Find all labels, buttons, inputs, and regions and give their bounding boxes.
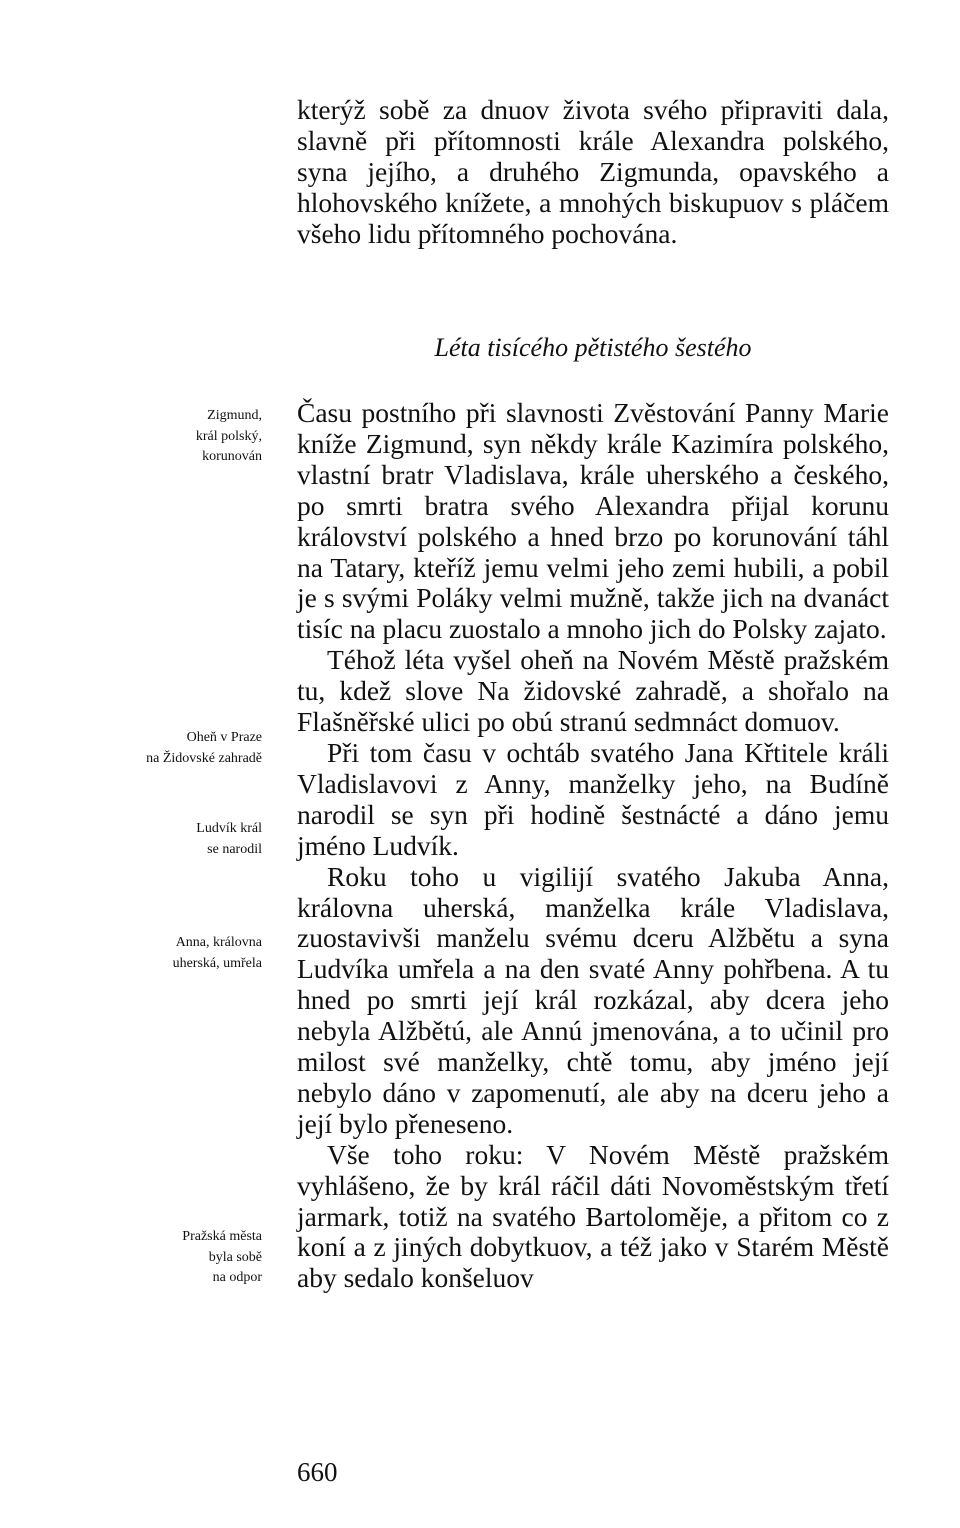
- body-text: [297, 398, 889, 1294]
- paragraph-zigmund: Času postního při slavnosti Zvěstování Panny Marie kníže Zigmund, syn někdy krále Kazimíra polského, vlastní bratr Vladislava, krále uherského a českého, po smrti bratra svého Alexandra přijal korunu království polského a hned brzo po korunování táhl na Tatary, kteříž jemu velmi jeho zemi hubili, a pobil je s svými Poláky velmi mužně, takže jich na dvanáct tisíc na placu zuostalo a mnoho jich do Polsky zajato.: [297, 397, 889, 645]
- margin-note-line: Ludvík král: [196, 821, 262, 836]
- margin-note-line: se narodil: [207, 841, 262, 857]
- margin-note-line: král polský,: [195, 428, 262, 444]
- margin-note-line: korunován: [202, 449, 262, 464]
- margin-note-line: Oheň v Praze: [186, 730, 262, 745]
- section-heading: Léta tisícého pětistého šestého: [434, 333, 752, 362]
- margin-note-ludvik: [92, 819, 262, 860]
- margin-note-line: Anna, královna: [175, 935, 262, 950]
- paragraph-fire: Téhož léta vyšel oheň na Novém Městě pražském tu, kdež slove Na židovské zahradě, a shořalo na Flašněřské ulici po obú stranú sedmnáct domuov.: [297, 644, 889, 738]
- margin-note-line: uherská, umřela: [172, 955, 262, 971]
- margin-note-zigmund: [92, 406, 262, 468]
- paragraph-ludvik: Při tom času v ochtáb svatého Jana Křtitele králi Vladislavovi z Anny, manželky jeho, na Budíně narodil se syn při hodině šestnácté a dáno jemu jméno Ludvík.: [297, 736, 889, 861]
- opening-paragraph: kterýž sobě za dnuov života svého připraviti dala, slavně při přítomnosti krále Alexandra polského, syna jejího, a druhého Zigmunda, opavského a hlohovského knížete, a mnohých biskupuov s pláčem všeho lidu přítomného pochována.: [297, 94, 889, 249]
- opening-paragraph-block: [297, 95, 889, 250]
- margin-note-line: byla sobě: [208, 1249, 262, 1265]
- margin-note-line: na odpor: [212, 1270, 262, 1285]
- margin-note-anna: [92, 933, 262, 974]
- paragraph-anna: Roku toho u vigilijí svatého Jakuba Anna, královna uherská, manželka krále Vladislava, zuostavivši manželu svému dceru Alžbětu a syna Ludvíka umřela a na den svaté Anny pohřbena. A tu hned po smrti její král rozkázal, aby dcera jeho nebyla Alžbětú, ale Annú jmenována, a to učinil pro milost své manželky, chtě tomu, aby jméno její nebylo dáno v zapomenutí, ale aby na dceru jeho a její bylo přeneseno.: [297, 860, 889, 1139]
- margin-note-line: Zigmund,: [207, 408, 262, 423]
- paragraph-prague-towns: Vše toho roku: V Novém Městě pražském vyhlášeno, že by král ráčil dáti Novoměstským třetí jarmark, totiž na svatého Bartoloměje, a přitom co z koní a z jiných dobytkuov, a též jako v Starém Městě aby sedalo konšeluov: [297, 1138, 889, 1294]
- margin-note-prague-towns: [92, 1227, 262, 1289]
- page-number: 660: [297, 1457, 338, 1487]
- margin-note-fire: [92, 728, 262, 769]
- margin-note-line: na Židovské zahradě: [146, 750, 262, 766]
- margin-note-line: Pražská města: [182, 1229, 262, 1244]
